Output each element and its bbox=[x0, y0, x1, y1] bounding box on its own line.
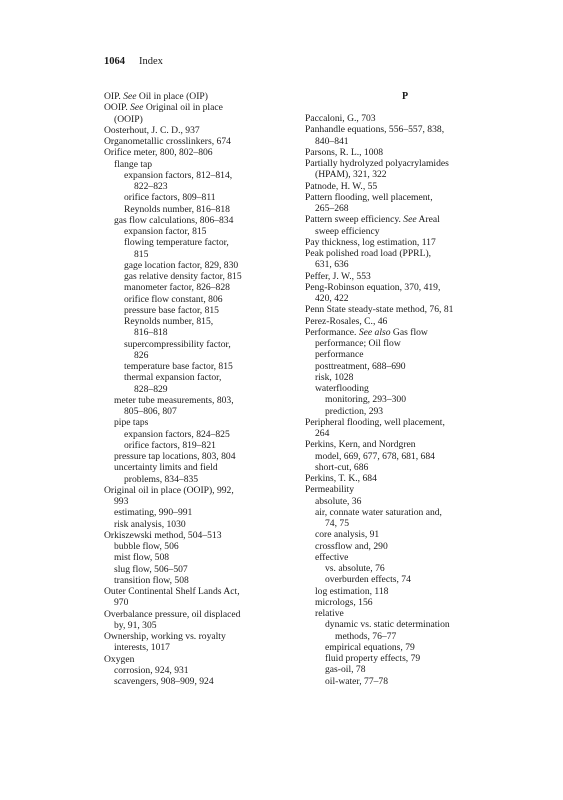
index-entry bbox=[104, 665, 304, 676]
index-entry bbox=[104, 204, 304, 215]
index-entry bbox=[104, 676, 304, 687]
index-entry-text: Original oil in place (OOIP), 992, bbox=[104, 484, 234, 496]
index-entry bbox=[104, 530, 304, 541]
index-entry bbox=[305, 316, 505, 327]
index-entry bbox=[305, 608, 505, 619]
index-entry bbox=[305, 574, 505, 585]
index-entry bbox=[104, 159, 304, 170]
index-entry bbox=[305, 529, 505, 540]
index-entry bbox=[305, 597, 505, 608]
index-entry-text: Orifice meter, 800, 802–806 bbox=[104, 147, 213, 159]
index-entry bbox=[305, 248, 505, 271]
index-entry-text: crossflow and, 290 bbox=[315, 540, 388, 552]
index-entry-text: pipe taps bbox=[114, 417, 149, 429]
index-entry-text: fluid property effects, 79 bbox=[325, 653, 421, 664]
index-entry-text: absolute, 36 bbox=[315, 495, 362, 507]
index-entry bbox=[305, 124, 505, 147]
index-entry-text: Pattern sweep efficiency. See Areal bbox=[305, 214, 440, 226]
index-entry-continuation: 840–841 bbox=[315, 135, 349, 147]
index-entry-text: air, connate water saturation and, bbox=[315, 506, 442, 518]
section-letter-p: P bbox=[401, 91, 409, 102]
index-entry-text: Perkins, Kern, and Nordgren bbox=[305, 439, 416, 451]
index-entry bbox=[305, 473, 505, 484]
index-entry bbox=[305, 563, 505, 574]
index-entry-text: Reynolds number, 816–818 bbox=[124, 203, 230, 215]
index-entry bbox=[104, 260, 304, 271]
index-entry-text: Overbalance pressure, oil displaced bbox=[104, 608, 241, 620]
index-entry bbox=[104, 339, 304, 362]
index-entry-text: orifice factors, 819–821 bbox=[124, 439, 216, 451]
index-entry bbox=[104, 271, 304, 282]
index-entry-continuation: by, 91, 305 bbox=[114, 619, 157, 631]
index-entry-text: expansion factors, 824–825 bbox=[124, 428, 230, 440]
index-entry-continuation: problems, 834–835 bbox=[124, 473, 199, 485]
index-entry-text: Partially hydrolyzed polyacrylamides bbox=[305, 158, 449, 169]
index-entry bbox=[305, 214, 505, 237]
index-entry-continuation: performance bbox=[315, 349, 364, 361]
index-entry-text: thermal expansion factor, bbox=[124, 372, 222, 384]
index-entry bbox=[104, 282, 304, 293]
index-entry-text: mist flow, 508 bbox=[114, 552, 170, 564]
index-entry bbox=[104, 462, 304, 485]
index-entry-text: transition flow, 508 bbox=[114, 574, 189, 586]
index-entry bbox=[305, 439, 505, 462]
index-entry-text: log estimation, 118 bbox=[315, 585, 389, 597]
index-entry bbox=[104, 631, 304, 654]
index-entry bbox=[305, 406, 505, 417]
index-entry-continuation: 815 bbox=[134, 248, 149, 260]
index-entry bbox=[104, 361, 304, 372]
index-entry-text: short-cut, 686 bbox=[315, 461, 369, 473]
index-entry-continuation: interests, 1017 bbox=[114, 642, 170, 654]
index-entry-continuation: 816–818 bbox=[134, 327, 168, 339]
index-entry bbox=[305, 507, 505, 530]
index-entry-text: flange tap bbox=[114, 158, 153, 170]
index-entry bbox=[305, 271, 505, 282]
index-entry bbox=[305, 462, 505, 473]
index-entry-text: Pay thickness, log estimation, 117 bbox=[305, 236, 436, 248]
index-entry-text: corrosion, 924, 931 bbox=[114, 664, 189, 676]
index-entry-text: Pattern flooding, well placement, bbox=[305, 191, 433, 203]
index-entry-continuation: 420, 422 bbox=[315, 293, 349, 304]
index-entry bbox=[305, 586, 505, 597]
index-entry-text: gage location factor, 829, 830 bbox=[124, 259, 239, 271]
index-entry bbox=[104, 147, 304, 158]
index-entry bbox=[104, 564, 304, 575]
index-entry-text: waterflooding bbox=[315, 383, 369, 394]
index-entry-text: Reynolds number, 815, bbox=[124, 316, 214, 327]
index-entry bbox=[305, 237, 505, 248]
index-entry bbox=[305, 552, 505, 563]
index-entry-text: Peripheral flooding, well placement, bbox=[305, 416, 445, 428]
index-entry bbox=[104, 417, 304, 428]
index-entry bbox=[104, 102, 304, 125]
index-entry bbox=[305, 383, 505, 394]
index-entry-continuation: sweep efficiency bbox=[315, 225, 380, 237]
index-entry bbox=[104, 451, 304, 462]
index-entry-text: vs. absolute, 76 bbox=[325, 563, 385, 574]
index-entry-text: expansion factor, 815 bbox=[124, 226, 207, 237]
index-entry-continuation: 828–829 bbox=[134, 383, 168, 395]
index-entry-text: Panhandle equations, 556–557, 838, bbox=[305, 124, 445, 136]
index-entry bbox=[104, 485, 304, 508]
index-entry-text: orifice factors, 809–811 bbox=[124, 192, 216, 204]
index-entry-text: effective bbox=[315, 551, 349, 563]
index-entry-text: OIP. See Oil in place (OIP) bbox=[104, 91, 208, 102]
index-entry-text: OOIP. See Original oil in place bbox=[104, 102, 223, 114]
index-entry-text: Parsons, R. L., 1008 bbox=[305, 146, 384, 158]
index-entry bbox=[104, 575, 304, 586]
index-entry bbox=[104, 305, 304, 316]
index-entry bbox=[104, 395, 304, 418]
index-entry bbox=[104, 519, 304, 530]
index-entry-text: overburden effects, 74 bbox=[325, 574, 411, 586]
index-entry-continuation: 265–268 bbox=[315, 203, 349, 214]
index-entry bbox=[104, 429, 304, 440]
index-entry-text: manometer factor, 826–828 bbox=[124, 282, 230, 294]
index-entry-text: Perkins, T. K., 684 bbox=[305, 473, 377, 484]
index-entry-continuation: (HPAM), 321, 322 bbox=[315, 169, 387, 181]
index-entry-text: Performance. See also Gas flow bbox=[305, 326, 428, 338]
index-entry-text: slug flow, 506–507 bbox=[114, 563, 188, 575]
index-entry-text: supercompressibility factor, bbox=[124, 338, 231, 350]
index-entry bbox=[104, 507, 304, 518]
index-entry-text: Peng-Robinson equation, 370, 419, bbox=[305, 281, 441, 293]
index-entry-text: monitoring, 293–300 bbox=[325, 394, 407, 406]
index-entry bbox=[305, 304, 505, 315]
index-entry-text: Perez-Rosales, C., 46 bbox=[305, 315, 388, 327]
index-entry-text: flowing temperature factor, bbox=[124, 237, 229, 249]
index-entry bbox=[104, 372, 304, 395]
index-entry-text: meter tube measurements, 803, bbox=[114, 394, 234, 406]
index-entry-continuation: 970 bbox=[114, 597, 129, 609]
index-entry bbox=[305, 664, 505, 675]
index-entry-text: Organometallic crosslinkers, 674 bbox=[104, 136, 231, 147]
index-entry bbox=[305, 541, 505, 552]
index-entry bbox=[104, 316, 304, 339]
index-entry-text: pressure tap locations, 803, 804 bbox=[114, 451, 236, 462]
index-entry bbox=[305, 158, 505, 181]
index-entry bbox=[104, 552, 304, 563]
index-entry-text: Paccaloni, G., 703 bbox=[305, 113, 376, 124]
index-entry bbox=[305, 372, 505, 383]
index-entry-text: Oosterhout, J. C. D., 937 bbox=[104, 124, 200, 136]
index-entry-text: Peffer, J. W., 553 bbox=[305, 270, 371, 282]
index-entry-text: pressure base factor, 815 bbox=[124, 304, 219, 316]
page-number: 1064 bbox=[104, 56, 125, 67]
index-entry-text: uncertainty limits and field bbox=[114, 462, 218, 474]
index-entry-text: micrologs, 156 bbox=[315, 596, 373, 608]
index-entry-continuation: 993 bbox=[114, 496, 129, 507]
index-entry-text: Ownership, working vs. royalty bbox=[104, 631, 226, 642]
index-entry bbox=[104, 125, 304, 136]
index-entry-continuation: 826 bbox=[134, 349, 149, 361]
index-entry bbox=[305, 484, 505, 495]
index-entry bbox=[305, 181, 505, 192]
index-entry bbox=[305, 417, 505, 440]
index-entry-text: gas-oil, 78 bbox=[325, 664, 366, 676]
index-entry-text: dynamic vs. static determination bbox=[325, 619, 450, 631]
index-entry-continuation: 805–806, 807 bbox=[124, 406, 177, 417]
index-entry bbox=[104, 91, 304, 102]
index-entry bbox=[305, 327, 505, 361]
index-entry-text: temperature base factor, 815 bbox=[124, 361, 233, 372]
index-entry-text: Orkiszewski method, 504–513 bbox=[104, 529, 222, 541]
index-entry bbox=[104, 136, 304, 147]
index-entry-continuation: 822–823 bbox=[134, 181, 168, 192]
running-title: Index bbox=[139, 56, 163, 67]
index-entry-text: gas flow calculations, 806–834 bbox=[114, 214, 234, 226]
index-entry-text: empirical equations, 79 bbox=[325, 641, 415, 653]
index-entry-text: relative bbox=[315, 608, 344, 619]
index-entry-continuation: 264 bbox=[315, 428, 330, 439]
index-entry bbox=[104, 226, 304, 237]
index-entry-text: prediction, 293 bbox=[325, 405, 384, 417]
index-entry bbox=[104, 237, 304, 260]
page-header bbox=[104, 56, 163, 68]
index-entry-text: estimating, 990–991 bbox=[114, 507, 193, 519]
index-entry bbox=[305, 642, 505, 653]
index-entry-text: oil-water, 77–78 bbox=[325, 675, 389, 687]
index-entry-text: Patnode, H. W., 55 bbox=[305, 180, 378, 192]
index-entry-text: gas relative density factor, 815 bbox=[124, 271, 242, 282]
index-entry-continuation: model, 669, 677, 678, 681, 684 bbox=[315, 450, 435, 462]
index-entry bbox=[104, 192, 304, 203]
index-entry-text: Penn State steady-state method, 76, 81 bbox=[305, 304, 454, 316]
index-entry bbox=[104, 215, 304, 226]
index-entry-continuation: performance; Oil flow bbox=[315, 338, 401, 349]
index-entry bbox=[104, 294, 304, 305]
index-entry-text: Outer Continental Shelf Lands Act, bbox=[104, 586, 240, 597]
index-entry-text: Oxygen bbox=[104, 653, 135, 665]
index-entry-text: core analysis, 91 bbox=[315, 529, 380, 541]
index-column-left bbox=[104, 91, 304, 687]
index-entry-text: Permeability bbox=[305, 484, 355, 496]
index-entry-text: risk, 1028 bbox=[315, 371, 354, 383]
index-entry bbox=[305, 653, 505, 664]
index-entry-continuation: methods, 76–77 bbox=[335, 630, 397, 642]
index-entry bbox=[305, 676, 505, 687]
index-entry-text: Peak polished road load (PPRL), bbox=[305, 248, 432, 259]
index-entry bbox=[305, 282, 505, 305]
index-entry bbox=[104, 609, 304, 632]
index-entry bbox=[104, 541, 304, 552]
index-entry-continuation: 631, 636 bbox=[315, 259, 349, 271]
index-entry-text: scavengers, 908–909, 924 bbox=[114, 676, 214, 687]
index-entry bbox=[305, 361, 505, 372]
index-entry bbox=[305, 619, 505, 642]
index-entry bbox=[305, 394, 505, 405]
index-entry-text: bubble flow, 506 bbox=[114, 541, 179, 552]
index-entry-text: expansion factors, 812–814, bbox=[124, 169, 233, 181]
index-entry-continuation: (OOIP) bbox=[114, 113, 143, 125]
index-entry bbox=[305, 147, 505, 158]
index-entry bbox=[104, 654, 304, 665]
index-entry-text: risk analysis, 1030 bbox=[114, 518, 186, 530]
index-entry-text: posttreatment, 688–690 bbox=[315, 360, 406, 372]
index-entry bbox=[104, 440, 304, 451]
index-entry bbox=[104, 170, 304, 193]
index-column-right bbox=[305, 91, 505, 687]
index-entry bbox=[104, 586, 304, 609]
index-entry-continuation: 74, 75 bbox=[325, 518, 349, 529]
index-entry bbox=[305, 113, 505, 124]
index-entry bbox=[305, 496, 505, 507]
index-entry-text: orifice flow constant, 806 bbox=[124, 293, 223, 305]
index-entry bbox=[305, 192, 505, 215]
